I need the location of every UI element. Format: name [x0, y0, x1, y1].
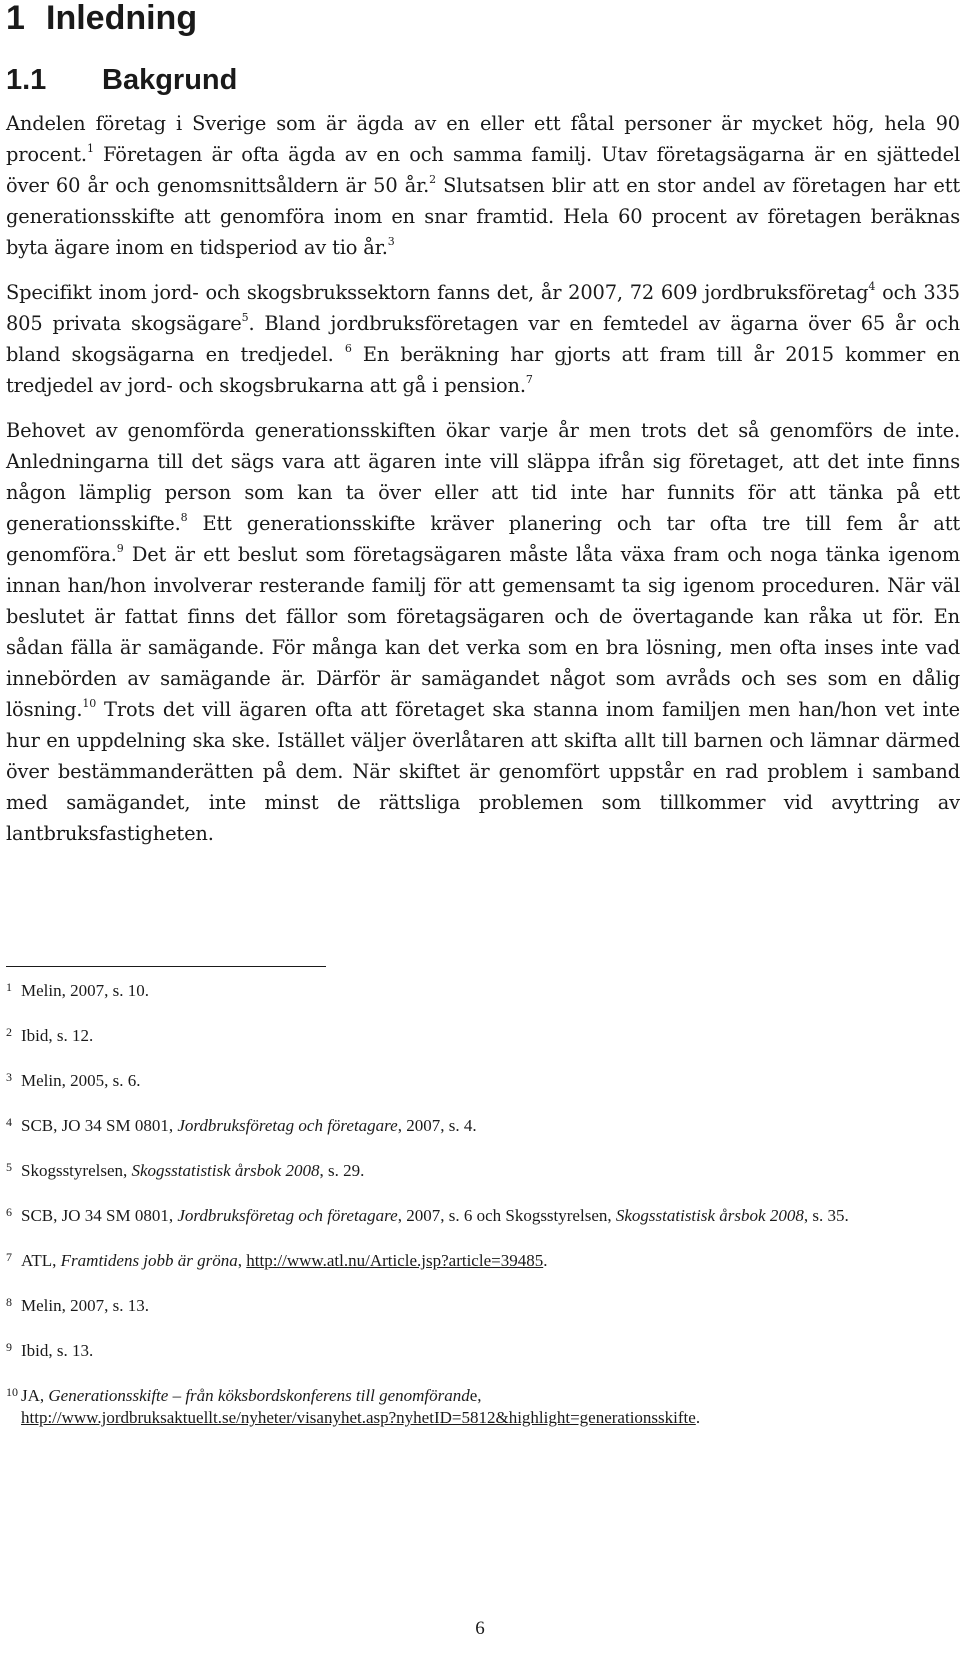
footnotes [6, 980, 946, 1452]
paragraph-1 [6, 108, 960, 263]
footnote-number: 5 [6, 1160, 12, 1174]
footnote-text: Ibid, s. 12. [21, 1026, 94, 1045]
paragraph-3-text-1: Behovet av genomförda generationsskiften ökar varje år men trots det så genomförs de inte. Anledningarna till det sägs vara att ägaren inte vill släppa ifrån sig företaget, att det inte finns någon lämplig person som kan ta över eller att tid inte har funnits för att tänka på ett generationsskifte. [6, 419, 960, 535]
footnote-title: Jordbruksföretag och företagare [177, 1116, 398, 1135]
footnote-ref-3[interactable]: 3 [387, 235, 395, 248]
footnote-text: , [237, 1251, 247, 1270]
footnote-ref-6[interactable]: 6 [344, 342, 352, 355]
footnote-6 [6, 1205, 946, 1227]
footnote-ref-9[interactable]: 9 [116, 542, 124, 555]
footnote-7 [6, 1250, 946, 1272]
footnote-title: Jordbruksföretag och företagare [177, 1206, 398, 1225]
body-text [6, 108, 960, 863]
footnote-separator [6, 966, 326, 967]
paragraph-1-text-1: Andelen företag i Sverige som är ägda av en eller ett fåtal personer är mycket hög, hela 90 procent. [6, 112, 960, 166]
footnote-ref-10[interactable]: 10 [82, 697, 97, 710]
footnote-text: SCB, JO 34 SM 0801, [21, 1116, 178, 1135]
paragraph-2-text-4: En beräkning har gjorts att fram till år 2015 kommer en tredjedel av jord- och skogsbrukarna att gå i pension. [6, 343, 960, 397]
footnote-number: 6 [6, 1205, 12, 1219]
footnote-1 [6, 980, 946, 1002]
footnote-ref-7[interactable]: 7 [525, 373, 533, 386]
section-number: 1.1 [6, 64, 47, 96]
footnote-text: . [695, 1408, 701, 1427]
chapter-number: 1 [6, 0, 25, 37]
footnote-text: . [543, 1251, 548, 1270]
paragraph-3-text-4: Trots det vill ägaren ofta att företaget ska stanna inom familjen men han/hon vet inte hur en uppdelning ska ske. Istället väljer överlåtaren att skifta allt till barnen och lämnar därmed över bestämmanderätten på dem. När skiftet är genomfört uppstår en rad problem i samband med samägandet, inte minst de rättsliga problemen som tillkommer vid avyttring av lantbruksfastigheten. [6, 698, 960, 845]
footnote-9 [6, 1340, 946, 1362]
page-number: 6 [475, 1618, 485, 1639]
footnote-link[interactable]: http://www.atl.nu/Article.jsp?article=39485 [246, 1251, 544, 1270]
chapter-heading [6, 0, 197, 38]
paragraph-2-text-3: . Bland jordbruksföretagen var en femtedel av ägarna över 65 år och bland skogsägarna en tredjedel. [6, 312, 960, 366]
section-title: Bakgrund [102, 64, 238, 96]
footnote-ref-8[interactable]: 8 [180, 511, 188, 524]
footnote-title: Framtidens jobb är gröna [60, 1251, 238, 1270]
footnote-number: 8 [6, 1295, 12, 1309]
paragraph-3 [6, 415, 960, 849]
footnote-title: Generationsskifte – från köksbordskonferens till genomförand [48, 1386, 470, 1405]
footnote-ref-1[interactable]: 1 [86, 142, 94, 155]
footnote-text: e, [469, 1386, 482, 1405]
footnote-8 [6, 1295, 946, 1317]
paragraph-3-text-3: Det är ett beslut som företagsägaren måste låta växa fram och noga tänka igenom innan han/hon involverar resterande familj för att gemensamt ta sig igenom proceduren. När väl beslutet är fattat finns det fällor som företagsägaren och de övertagande kan råka ut för. En sådan fälla är samägande. För många kan det verka som en bra lösning, men ofta inses inte vad innebörden av samägande är. Därför är samägandet något som avråds och ses som en dålig lösning. [6, 543, 960, 721]
footnote-ref-4[interactable]: 4 [868, 280, 876, 293]
footnote-text: SCB, JO 34 SM 0801, [21, 1206, 178, 1225]
footnote-4 [6, 1115, 946, 1137]
chapter-title: Inledning [46, 0, 198, 37]
footnote-title: Skogsstatistisk årsbok 2008 [615, 1206, 804, 1225]
footnote-text: , s. 35. [803, 1206, 849, 1225]
footnote-link[interactable]: http://www.jordbruksaktuellt.se/nyheter/visanyhet.asp?nyhetID=5812&highlight=generationsskifte [21, 1408, 696, 1427]
footnote-5 [6, 1160, 946, 1182]
footnote-number: 4 [6, 1115, 12, 1129]
footnote-text: Skogsstyrelsen, [21, 1161, 132, 1180]
footnote-number: 10 [6, 1385, 18, 1399]
footnote-title: Skogsstatistisk årsbok 2008 [131, 1161, 320, 1180]
section-heading [6, 62, 237, 98]
footnote-number: 1 [6, 980, 12, 994]
footnote-number: 7 [6, 1250, 12, 1264]
paragraph-3-text-2: Ett generationsskifte kräver planering och tar ofta tre till fem år att genomföra. [6, 512, 960, 566]
footnote-text: , 2007, s. 4. [397, 1116, 477, 1135]
footnote-3 [6, 1070, 946, 1092]
footnote-number: 2 [6, 1025, 12, 1039]
paragraph-2 [6, 277, 960, 401]
footnote-text: ATL, [21, 1251, 61, 1270]
paragraph-1-text-2: Företagen är ofta ägda av en och samma familj. Utav företagsägarna är en sjättedel över 60 år och genomsnittsåldern är 50 år. [6, 143, 960, 197]
footnote-10 [6, 1385, 946, 1429]
footnote-text: Melin, 2005, s. 6. [21, 1071, 141, 1090]
footnote-ref-5[interactable]: 5 [241, 311, 249, 324]
footnote-text: JA, [21, 1386, 49, 1405]
footnote-text: Melin, 2007, s. 13. [21, 1296, 149, 1315]
footnote-number: 3 [6, 1070, 12, 1084]
footnote-ref-2[interactable]: 2 [429, 173, 436, 186]
footnote-2 [6, 1025, 946, 1047]
footnote-text: , s. 29. [319, 1161, 365, 1180]
footnote-number: 9 [6, 1340, 12, 1354]
footnote-text: , 2007, s. 6 och Skogsstyrelsen, [397, 1206, 616, 1225]
footnote-text: Ibid, s. 13. [21, 1341, 94, 1360]
footnote-text: Melin, 2007, s. 10. [21, 981, 149, 1000]
paragraph-2-text-1: Specifikt inom jord- och skogsbrukssektorn fanns det, år 2007, 72 609 jordbruksföretag [6, 281, 869, 304]
paragraph-2-text-2: och 335 805 privata skogsägare [6, 281, 960, 335]
paragraph-1-text-3: Slutsatsen blir att en stor andel av företagen har ett generationsskifte att genomföra inom en snar framtid. Hela 60 procent av företagen beräknas byta ägare inom en tidsperiod av tio år. [6, 174, 960, 259]
